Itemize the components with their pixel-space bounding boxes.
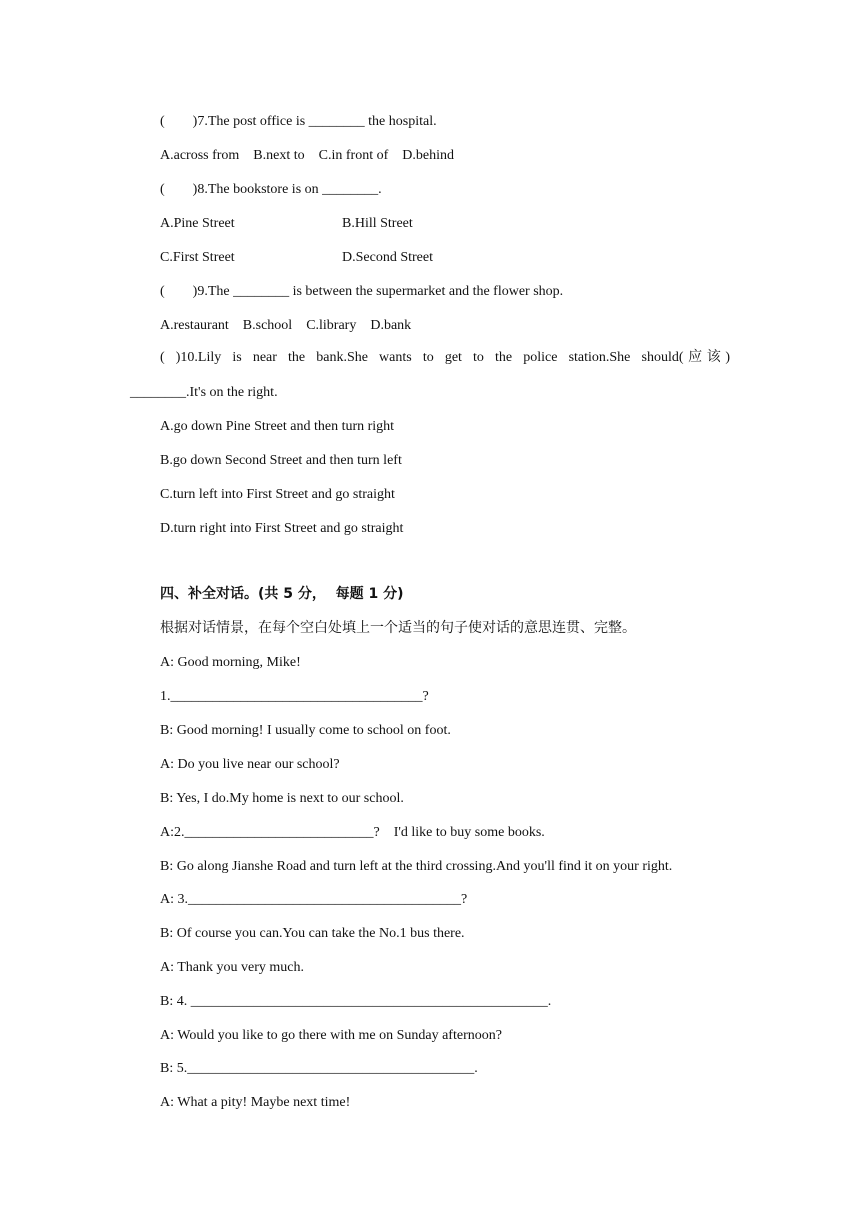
question-9-options: A.restaurant B.school C.library D.bank: [160, 318, 412, 333]
section-4-instruction: 根据对话情景，在每个空白处填上一个适当的句子使对话的意思连贯、完整。: [160, 620, 636, 636]
question-7-stem: ( )7.The post office is ________ the hospital.: [160, 114, 437, 129]
question-10-option-a: A.go down Pine Street and then turn right: [160, 419, 395, 434]
question-7-options: A.across from B.next to C.in front of D.behind: [160, 148, 454, 163]
question-8-option-b: B.Hill Street: [342, 216, 413, 231]
section-4-heading: 四、补全对话。(共 5 分， 每题 1 分): [160, 586, 404, 602]
question-9-stem: ( )9.The ________ is between the supermarket and the flower shop.: [160, 284, 564, 299]
question-8-option-d: D.Second Street: [342, 250, 433, 265]
dialogue-line: A: Do you live near our school?: [160, 757, 340, 772]
question-10-stem-line-1: ( )10.Lily is near the bank.She wants to get to the police station.She should(应该): [160, 350, 730, 365]
dialogue-blank-1: 1.____________________________________?: [160, 689, 429, 704]
dialogue-blank-4: B: 4. ___________________________________________________.: [160, 994, 552, 1009]
dialogue-line: B: Yes, I do.My home is next to our school.: [160, 791, 404, 806]
dialogue-line: A: Good morning, Mike!: [160, 655, 301, 670]
question-10-stem-line-2: ________.It's on the right.: [130, 385, 278, 400]
dialogue-line: B: Go along Jianshe Road and turn left at the third crossing.And you'll find it on your right.: [160, 859, 673, 874]
dialogue-blank-3: A: 3._______________________________________?: [160, 892, 468, 907]
dialogue-line: A: What a pity! Maybe next time!: [160, 1095, 351, 1110]
dialogue-blank-5: B: 5._________________________________________.: [160, 1061, 478, 1076]
question-8-option-a: A.Pine Street: [160, 216, 235, 231]
question-10-option-c: C.turn left into First Street and go straight: [160, 487, 395, 502]
dialogue-line: A: Thank you very much.: [160, 960, 304, 975]
dialogue-line: A: Would you like to go there with me on Sunday afternoon?: [160, 1028, 502, 1043]
question-10-option-b: B.go down Second Street and then turn left: [160, 453, 402, 468]
dialogue-line: B: Good morning! I usually come to school on foot.: [160, 723, 451, 738]
dialogue-blank-2: A:2.___________________________? I'd like to buy some books.: [160, 825, 545, 840]
question-8-stem: ( )8.The bookstore is on ________.: [160, 182, 382, 197]
dialogue-line: B: Of course you can.You can take the No.1 bus there.: [160, 926, 465, 941]
question-8-option-c: C.First Street: [160, 250, 235, 265]
question-10-option-d: D.turn right into First Street and go straight: [160, 521, 404, 536]
